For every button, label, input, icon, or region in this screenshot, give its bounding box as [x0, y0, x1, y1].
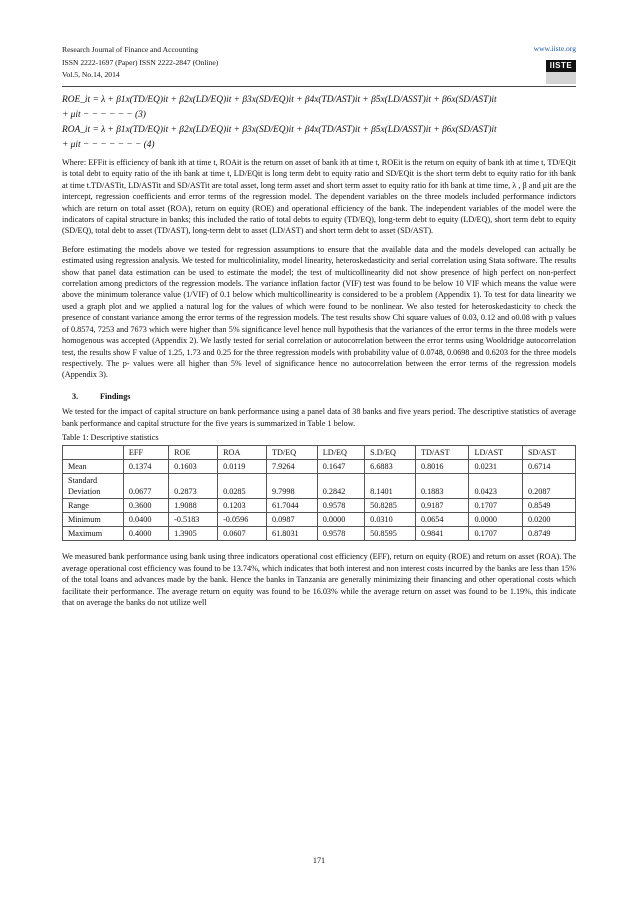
table-cell: 61.8031	[267, 527, 318, 541]
table-header-cell: ROE	[169, 446, 218, 460]
table-cell: 61.7044	[267, 499, 318, 513]
table-header-cell: EFF	[123, 446, 168, 460]
table-header-cell: ROA	[218, 446, 267, 460]
table-cell: 0.8749	[523, 527, 576, 541]
table-cell: 0.1647	[317, 460, 364, 474]
table-cell: 0.0285	[218, 474, 267, 499]
table-header-row	[63, 446, 576, 460]
table-cell: -0.0596	[218, 513, 267, 527]
table-cell: 0.0200	[523, 513, 576, 527]
table-header-cell: SD/AST	[523, 446, 576, 460]
table-row-label: Maximum	[63, 527, 124, 541]
table-cell: 0.9578	[317, 527, 364, 541]
roa-equation: ROA_it = λ + β1x(TD/EQ)it + β2x(LD/EQ)it + β3x(SD/EQ)it + β4x(TD/AST)it + β5x(LD/ASST)it + β6x(SD/AST)it	[62, 125, 497, 135]
table-cell: 0.2842	[317, 474, 364, 499]
table-row-label: Range	[63, 499, 124, 513]
table-cell: 0.8549	[523, 499, 576, 513]
page-number: 171	[312, 856, 326, 865]
header-rule	[62, 86, 576, 87]
roe-equation-cont: + μit − − − − − − (3)	[62, 110, 146, 120]
table-cell: 0.0677	[123, 474, 168, 499]
table-cell: 0.1374	[123, 460, 168, 474]
assumptions-paragraph: Before estimating the models above we tested for regression assumptions to ensure that the available data and the models developed can actually be estimated using regression analysis. We tested for multicoliniality, model linearity, heteroskedasticity and serial correlation using Stata software. The results show that panel data estimation can be used to estimate the model; the test of multicollinearity did not show presence of high perfect on non-perfect correlation among predictors of the regression models. The variance inflation factor (VIF) test was found to be below 10 VIF which means the value were above the minimum tolerance value (1/VIF) of 0.1 below which multicollinearity is considered to be a problem (Appendix 1). To test for data linearity we used a graph plot and we applied a natural log for the values of which were found to be nonlinear. We also tested for heteroskedasticity to check the presence of constant variance among the error terms of the regression models. The test results show Chi square values of 0.03, 0.12 and o0.08 with p values of 0.8574, 7253 and 7673 which were higher than 5% significance level hence null hypothesis that the variances of the error terms in the three models were homogenous was accepted (Appendix 2). We lastly tested for serial correlation or autocorrelation between the error terms using Wooldridge autocorrelation test, the results show F value of 1.25, 1.73 and 0.25 for the three regression models with probability value of 0.0748, 0.0698 and 0.6203 for the three models respectively. The p- values were all higher than 5% level of significance hence no autocorrelation between the error terms of the regression models (Appendix 3).	[62, 244, 576, 380]
table-cell: 0.1707	[469, 527, 523, 541]
table-cell: 50.8595	[365, 527, 416, 541]
table-cell: 0.0000	[317, 513, 364, 527]
table-row-label: Mean	[63, 460, 124, 474]
journal-url[interactable]: www.iiste.org	[533, 44, 576, 53]
journal-info	[62, 44, 218, 82]
iiste-logo	[546, 60, 576, 84]
table-cell: 0.0607	[218, 527, 267, 541]
article-body	[62, 93, 576, 615]
logo-text: IISTE	[546, 60, 576, 72]
table-row	[63, 513, 576, 527]
table-header-cell: LD/EQ	[317, 446, 364, 460]
section-title: Findings	[100, 391, 131, 401]
table-cell: 0.6714	[523, 460, 576, 474]
findings-paragraph: We tested for the impact of capital structure on bank performance using a panel data of 38 banks and five years period. The descriptive statistics of average bank performance and capital structure for the five years is summarized in Table 1 below.	[62, 407, 576, 428]
table-cell: 0.3600	[123, 499, 168, 513]
table-cell: 0.9578	[317, 499, 364, 513]
table-cell: 6.6883	[365, 460, 416, 474]
table-header-cell: TD/AST	[415, 446, 469, 460]
roa-equation-cont: + μit − − − − − − − (4)	[62, 140, 155, 150]
table-cell: 0.4000	[123, 527, 168, 541]
table-cell: 0.9187	[415, 499, 469, 513]
table-row	[63, 527, 576, 541]
measured-paragraph: We measured bank performance using bank using three indicators operational cost efficiency (EFF), return on equity (ROE) and return on asset (ROA). The average operational cost efficiency was found to be 13.74%, which indicates that both interest and non interest costs incurred by the banks are less than 15% of the total loans and advances made by the bank. Hence the banks in Tanzania are generally minimizing their financing and other operational costs which facilitate their performance. The average return on equity was found to be 16.03% while the average return on asset was found to be 1.19%, this indicate that on average the banks do not utilize well	[62, 552, 576, 607]
table-caption: Table 1: Descriptive statistics	[62, 432, 159, 442]
table-header-cell	[63, 446, 124, 460]
table-cell: 0.1883	[415, 474, 469, 499]
table-cell: 0.8016	[415, 460, 469, 474]
table-cell: 0.2087	[523, 474, 576, 499]
table-cell: 0.0231	[469, 460, 523, 474]
table-cell: 8.1401	[365, 474, 416, 499]
section-number: 3.	[72, 391, 79, 401]
table-cell: 0.1203	[218, 499, 267, 513]
table-cell: 1.3905	[169, 527, 218, 541]
journal-name: Research Journal of Finance and Accounting	[62, 45, 199, 54]
table-cell: 0.0654	[415, 513, 469, 527]
journal-volume: Vol.5, No.14, 2014	[62, 70, 120, 79]
table-header-cell: S.D/EQ	[365, 446, 416, 460]
table-cell: 0.0119	[218, 460, 267, 474]
table-cell: 9.7998	[267, 474, 318, 499]
table-cell: 50.8285	[365, 499, 416, 513]
table-cell: 7.9264	[267, 460, 318, 474]
roe-equation: ROE_it = λ + β1x(TD/EQ)it + β2x(LD/EQ)it + β3x(SD/EQ)it + β4x(TD/AST)it + β5x(LD/ASST)it + β6x(SD/AST)it	[62, 95, 497, 105]
table-cell: 0.9841	[415, 527, 469, 541]
table-cell: 0.0423	[469, 474, 523, 499]
table-cell: 0.0000	[469, 513, 523, 527]
table-row	[63, 460, 576, 474]
descriptive-statistics-table	[62, 445, 576, 541]
section-heading	[62, 391, 576, 402]
table-cell: 0.0400	[123, 513, 168, 527]
table-row-label: Standard Deviation	[63, 474, 124, 499]
table-cell: 0.1707	[469, 499, 523, 513]
table-cell: 0.0310	[365, 513, 416, 527]
table-row	[63, 499, 576, 513]
journal-issn: ISSN 2222-1697 (Paper) ISSN 2222-2847 (Online)	[62, 57, 219, 67]
table-body	[63, 460, 576, 541]
table-row-label: Minimum	[63, 513, 124, 527]
table-cell: 0.0987	[267, 513, 318, 527]
table-header-cell: TD/EQ	[267, 446, 318, 460]
where-paragraph: Where: EFFit is efficiency of bank ith at time t, ROAit is the return on asset of bank ith at time t, ROEit is the return on equity of bank ith at time t, TD/EQit is total debt to equity ratio of the ith bank at time t, LD/EQit is long term debt to equity ratio and SD/EQit is the short term debt to equity ratio for ith bank at time t.TD/ASTit, LD/ASTit and SD/ASTit are total asset, long term asset and short term asset to equity ratio for ith bank at time time, λ , β and μit are the intercept, regression coefficients and error terms of the regression model. The dependent variables on the three models included performance indictors which are return on total asset (ROA), return on equity (ROE) and operational efficiency of the bank. The independent variables of the model were the indicators of capital structure in banks; this included the ratio of total debts to equity (TD/EQ), long-term debt to equity (LD/EQ), short term debt to equity (SD/EQ), total debt to asset (TD/AST), long-term debt to asset (LD/AST) and short term debt to asset (SD/AST).	[62, 158, 576, 236]
table-cell: 0.1603	[169, 460, 218, 474]
equation-block	[62, 93, 576, 153]
table-row	[63, 474, 576, 499]
table-cell: 0.2873	[169, 474, 218, 499]
table-cell: -0.5183	[169, 513, 218, 527]
table-header-cell: LD/AST	[469, 446, 523, 460]
table-cell: 1.9088	[169, 499, 218, 513]
